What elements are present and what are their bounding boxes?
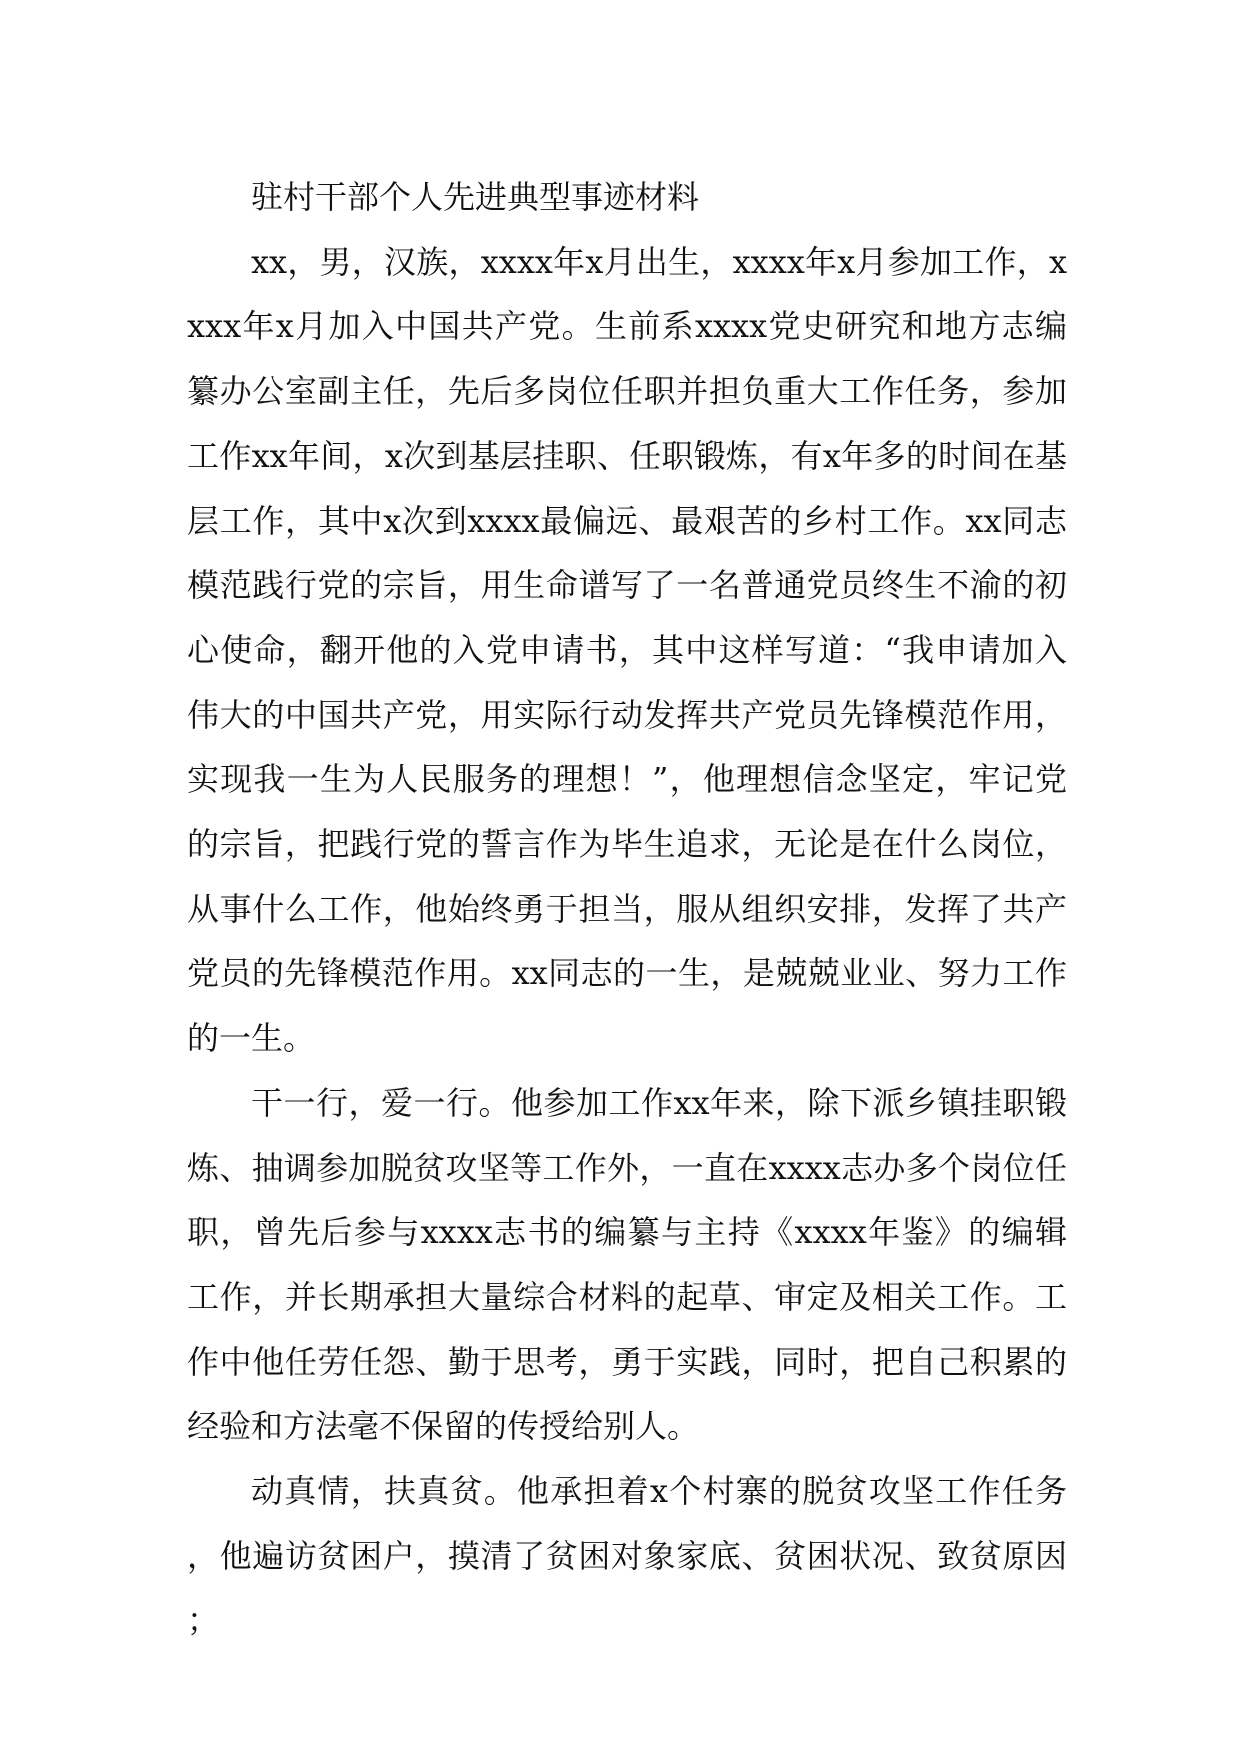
paragraph-2: 干一行，爱一行。他参加工作xx年来，除下派乡镇挂职锻炼、抽调参加脱贫攻坚等工作外，一直在xxxx志办多个岗位任职，曾先后参与xxxx志书的编纂与主持《xxxx年鉴》的编辑工作，并长期承担大量综合材料的起草、审定及相关工作。工作中他任劳任怨、勤于思考，勇于实践，同时，把自己积累的经验和方法毫不保留的传授给别人。 (187, 1083, 1067, 1446)
document-title: 驻村干部个人先进典型事迹材料 (251, 178, 700, 216)
document-body (187, 165, 1067, 1653)
paragraph-1: xx，男，汉族，xxxx年x月出生，xxxx年x月参加工作，xxxx年x月加入中国共产党。生前系xxxx党史研究和地方志编纂办公室副主任，先后多岗位任职并担负重大工作任务，参加工作xx年间，x次到基层挂职、任职锻炼，有x年多的时间在基层工作，其中x次到xxxx最偏远、最艰苦的乡村工作。xx同志模范践行党的宗旨，用生命谱写了一名普通党员终生不渝的初心使命，翻开他的入党申请书，其中这样写道：“我申请加入伟大的中国共产党，用实际行动发挥共产党员先锋模范作用，实现我一生为人民服务的理想！”，他理想信念坚定，牢记党的宗旨，把践行党的誓言作为毕生追求，无论是在什么岗位，从事什么工作，他始终勇于担当，服从组织安排，发挥了共产党员的先锋模范作用。xx同志的一生，是兢兢业业、努力工作的一生。 (187, 242, 1067, 1058)
paragraph-3: 动真情，扶真贫。他承担着x个村寨的脱贫攻坚工作任务，他遍访贫困户，摸清了贫困对象家底、贫困状况、致贫原因； (187, 1472, 1067, 1640)
